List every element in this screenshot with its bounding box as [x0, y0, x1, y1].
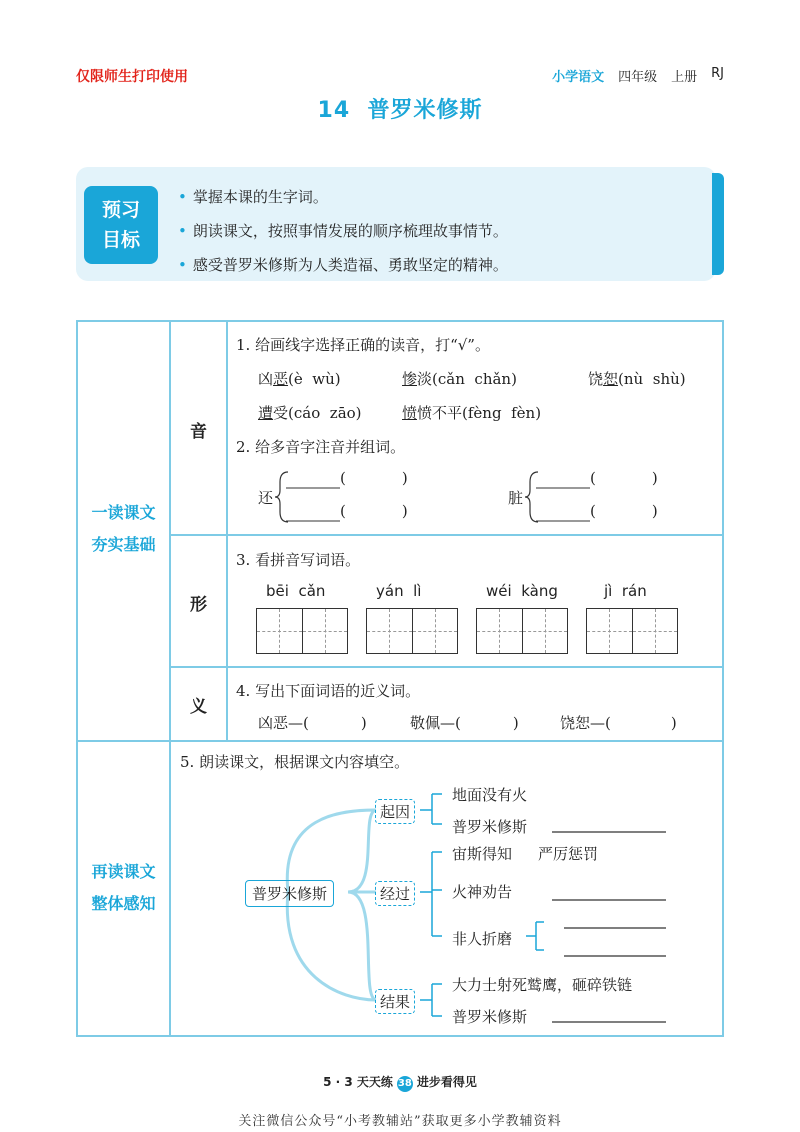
cat-shape: 形 — [190, 595, 207, 615]
q1-word-5: 愤愤不平(fèng fèn) — [402, 404, 542, 422]
mindmap-process-3: 非人折磨 — [452, 930, 513, 948]
grade: 四年级 — [618, 70, 658, 85]
q2-char-1: 还 — [258, 489, 274, 507]
print-notice: 仅限师生打印使用 — [76, 69, 188, 85]
lesson-title: 14 普罗米修斯 — [317, 98, 483, 123]
row-divider-shape — [169, 666, 724, 668]
row-divider-sound — [169, 534, 724, 536]
bottom-note: 关注微信公众号“小考教辅站”获取更多小学教辅资料 — [238, 1114, 562, 1129]
goal-item: • 掌握本课的生字词。 — [178, 188, 328, 206]
q1-word-3: 饶恕(nù shù) — [588, 370, 686, 388]
mindmap-result-1: 大力士射死鹫鹰，砸碎铁链 — [452, 976, 633, 994]
q2-prompt: 2. 给多音字注音并组词。 — [236, 438, 406, 456]
table-border-bottom — [76, 1035, 724, 1037]
subject: 小学语文 — [552, 70, 605, 85]
q3-grid-3[interactable] — [476, 608, 568, 654]
q2-paren-1a[interactable]: ( ) — [340, 469, 408, 487]
q1-word-4: 遭受(cáo zāo) — [258, 404, 362, 422]
q2-paren-1b[interactable]: ( ) — [340, 502, 408, 520]
book-info — [552, 66, 724, 85]
q2-char-2: 脏 — [508, 489, 524, 507]
goals-list — [178, 180, 508, 282]
table-col-divider-2 — [226, 320, 228, 740]
edition: RJ — [711, 66, 724, 81]
goal-item: • 朗读课文，按照事情发展的顺序梳理故事情节。 — [178, 222, 508, 240]
q4-item-3[interactable]: 饶恕—( ) — [560, 714, 677, 732]
mindmap-cause-1: 地面没有火 — [452, 786, 528, 804]
goals-badge: 预习 目标 — [84, 186, 158, 264]
table-border-right — [722, 320, 724, 1037]
page-footer: 5 · 3 天天练 38 进步看得见 — [0, 1073, 800, 1092]
cat-sound: 音 — [190, 422, 207, 442]
q3-pinyin-4: jì rán — [604, 582, 647, 600]
row-divider-section — [76, 740, 724, 742]
table-border-left — [76, 320, 78, 1037]
mindmap-center: 普罗米修斯 — [245, 880, 334, 907]
mindmap-process-2: 火神劝告 — [452, 883, 513, 901]
q3-pinyin-3: wéi kàng — [486, 582, 558, 600]
section-label-1: 一读课文 夯实基础 — [91, 503, 156, 554]
q3-prompt: 3. 看拼音写词语。 — [236, 551, 361, 569]
mindmap-cause-2: 普罗米修斯 — [452, 818, 528, 836]
q1-word-2: 惨淡(cǎn chǎn) — [402, 370, 517, 388]
q2-paren-2a[interactable]: ( ) — [590, 469, 658, 487]
q3-grid-1[interactable] — [256, 608, 348, 654]
mindmap-branch-process: 经过 — [375, 881, 415, 906]
q5-prompt: 5. 朗读课文，根据课文内容填空。 — [180, 753, 410, 771]
mindmap-process-1: 宙斯得知 严厉惩罚 — [452, 845, 599, 863]
q4-item-1[interactable]: 凶恶—( ) — [258, 714, 367, 732]
table-border-top — [76, 320, 724, 322]
q4-prompt: 4. 写出下面词语的近义词。 — [236, 682, 421, 700]
q4-item-2[interactable]: 敬佩—( ) — [410, 714, 519, 732]
cat-meaning: 义 — [190, 697, 207, 717]
q3-grid-2[interactable] — [366, 608, 458, 654]
goals-tab — [712, 173, 724, 275]
q3-pinyin-1: bēi cǎn — [266, 582, 326, 600]
q1-word-1: 凶恶(è wù) — [258, 370, 341, 388]
mindmap-branch-cause: 起因 — [375, 799, 415, 824]
volume: 上册 — [671, 70, 698, 85]
goal-item: • 感受普罗米修斯为人类造福、勇敢坚定的精神。 — [178, 256, 508, 274]
page-number: 38 — [397, 1076, 413, 1092]
section-label-2: 再读课文 整体感知 — [91, 862, 156, 913]
q1-prompt: 1. 给画线字选择正确的读音，打“√”。 — [236, 336, 490, 354]
q3-grid-4[interactable] — [586, 608, 678, 654]
mindmap-result-2: 普罗米修斯 — [452, 1008, 528, 1026]
q2-paren-2b[interactable]: ( ) — [590, 502, 658, 520]
mindmap-branch-result: 结果 — [375, 989, 415, 1014]
q3-pinyin-2: yán lì — [376, 582, 422, 600]
